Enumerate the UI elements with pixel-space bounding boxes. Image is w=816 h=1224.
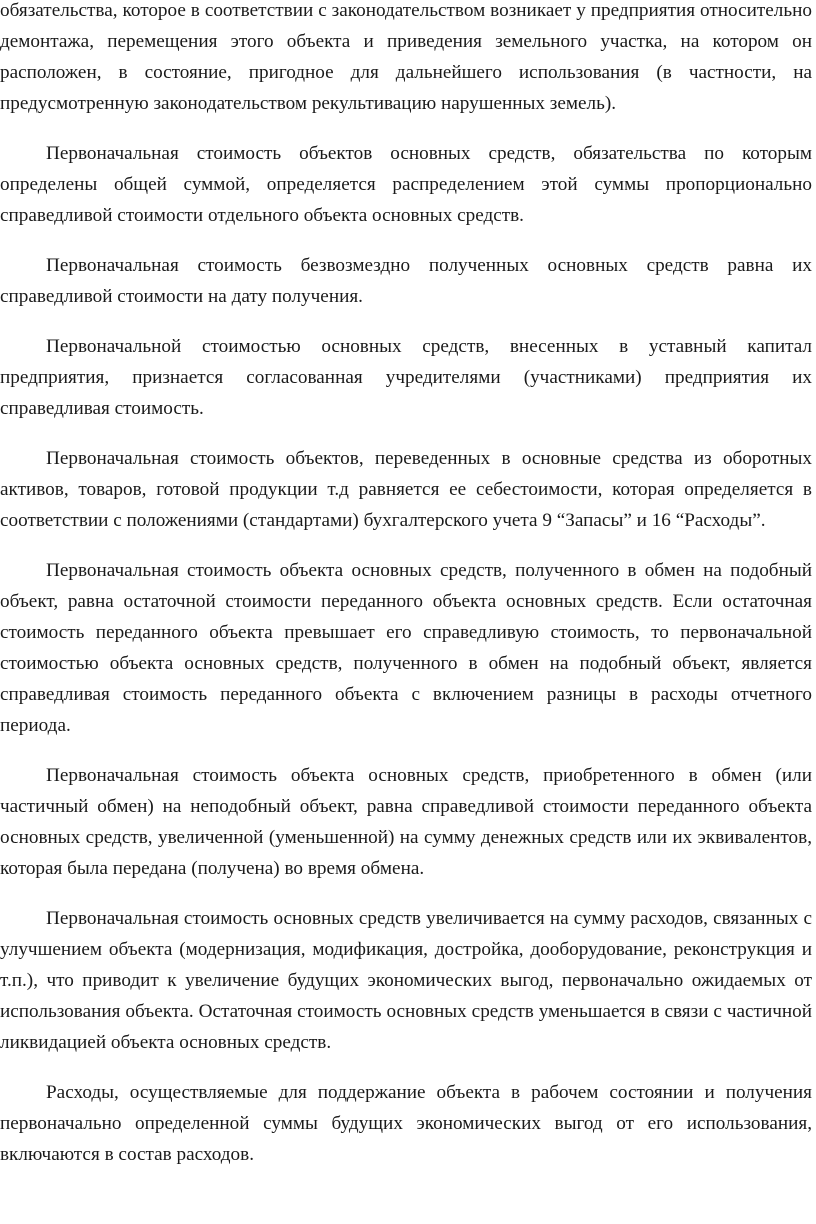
paragraph-8: Первоначальная стоимость основных средств увеличивается на сумму расходов, связанных с улучшением объекта (модернизация, модификация, достройка, дооборудование, реконструкция и т.п.), что приводит к увеличение будущих экономических выгод, первоначально ожидаемых от использования объекта. Остаточная стоимость основных средств уменьшается в связи с частичной ликвидацией объекта основных средств. <box>0 908 812 1053</box>
paragraph-1-continuation: обязательства, которое в соответствии с законодательством возникает у предприятия относительно демонтажа, перемещения этого объекта и приведения земельного участка, на котором он расположен, в состояние, пригодное для дальнейшего использования (в частности, на предусмотренную законодательством рекультивацию нарушенных земель). <box>0 0 812 114</box>
paragraph-5: Первоначальная стоимость объектов, переведенных в основные средства из оборотных активов, товаров, готовой продукции т.д равняется ее себестоимости, которая определяется в соответствии с положениями (стандартами) бухгалтерского учета 9 “Запасы” и 16 “Расходы”. <box>0 448 812 531</box>
paragraph-4: Первоначальной стоимостью основных средств, внесенных в уставный капитал предприятия, признается согласованная учредителями (участниками) предприятия их справедливая стоимость. <box>0 336 812 419</box>
paragraph-6: Первоначальная стоимость объекта основных средств, полученного в обмен на подобный объект, равна остаточной стоимости переданного объекта основных средств. Если остаточная стоимость переданного объекта превышает его справедливую стоимость, то первоначальной стоимостью объекта основных средств, полученного в обмен на подобный объект, является справедливая стоимость переданного объекта с включением разницы в расходы отчетного периода. <box>0 560 812 736</box>
paragraph-2: Первоначальная стоимость объектов основных средств, обязательства по которым определены общей суммой, определяется распределением этой суммы пропорционально справедливой стоимости отдельного объекта основных средств. <box>0 143 812 226</box>
paragraph-3: Первоначальная стоимость безвозмездно полученных основных средств равна их справедливой стоимости на дату получения. <box>0 255 812 307</box>
paragraph-7: Первоначальная стоимость объекта основных средств, приобретенного в обмен (или частичный обмен) на неподобный объект, равна справедливой стоимости переданного объекта основных средств, увеличенной (уменьшенной) на сумму денежных средств или их эквивалентов, которая была передана (получена) во время обмена. <box>0 765 812 879</box>
paragraph-9: Расходы, осуществляемые для поддержание объекта в рабочем состоянии и получения первоначально определенной суммы будущих экономических выгод от его использования, включаются в состав расходов. <box>0 1082 812 1165</box>
